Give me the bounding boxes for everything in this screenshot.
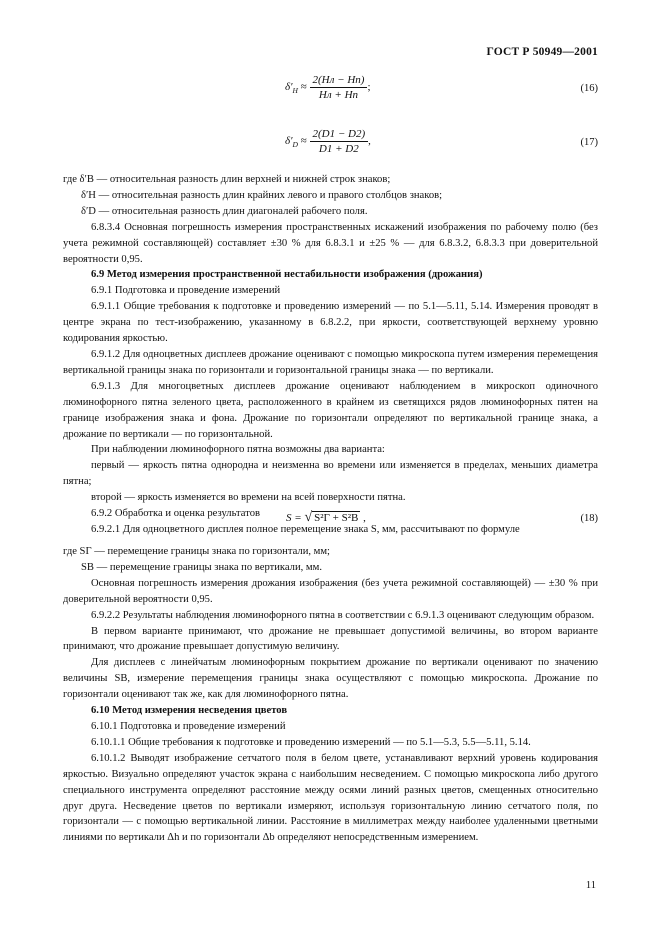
paragraph: 6.9.2.1 Для одноцветного дисплея полное перемещение знака S, мм, рассчитывают по формуле bbox=[91, 523, 520, 535]
formula-18: S = √ S²Г + S²В , bbox=[286, 510, 366, 525]
paragraph: SВ — перемещение границы знака по вертикали, мм. bbox=[81, 561, 322, 573]
paragraph: где SГ — перемещение границы знака по горизонтали, мм; bbox=[63, 546, 331, 557]
formula-17-number: (17) bbox=[580, 137, 598, 148]
paragraph: 6.10.1.2 Выводят изображение сетчатого поля в белом цвете, устанавливают верхний уровень кодирования яркостью. Визуально определяют участок экрана с наибольшим несведением. С помощью микроскопа либо другого специального инструмента определяют расстояние между осями линий разных цветов, смещенных относительно друг друга. Несведение цветов по вертикали измеряют, используя горизонтальную линию сетчатого поля, по горизонтали — с помощью вертикальной линии. Расстояние в миллиметрах между наиболее удаленными цветными линиями по вертикали Δh и по горизонтали Δb определяют непосредственным измерением. bbox=[63, 752, 598, 844]
text-block-1 bbox=[63, 172, 598, 538]
paragraph: δ′D — относительная разность длин диагоналей рабочего поля. bbox=[81, 205, 368, 217]
paragraph: 6.10.1.1 Общие требования к подготовке и проведению измерений — по 5.1—5.3, 5.5—5.11, 5.14. bbox=[91, 736, 531, 748]
paragraph: 6.9.1.2 Для одноцветных дисплеев дрожание оценивают с помощью микроскопа путем измерения перемещения вертикальной границы знака по горизонтали и горизонтальной границы знака — по вертикали. bbox=[63, 348, 598, 376]
standard-header: ГОСТ Р 50949—2001 bbox=[486, 46, 598, 58]
paragraph: При наблюдении люминофорного пятна возможны два варианта: bbox=[91, 444, 385, 456]
paragraph: 6.10.1 Подготовка и проведение измерений bbox=[91, 720, 286, 732]
formula-16: $\delta'_H$ ≈ $\frac{2(Hл - Hп)}{Hл + Hп}$ ; bbox=[285, 74, 371, 101]
paragraph: второй — яркость изменяется во времени на всей поверхности пятна. bbox=[91, 492, 406, 504]
paragraph: Основная погрешность измерения дрожания изображения (без учета режимной составляющей) — ±30 % при доверительной вероятности 0,95. bbox=[63, 577, 598, 605]
text-block-2 bbox=[63, 544, 598, 846]
page-number: 11 bbox=[585, 880, 596, 891]
paragraph: Для дисплеев с линейчатым люминофорным покрытием дрожание по вертикали оценивают по значению величины SВ, измерение перемещения границы знака осуществляют с помощью микроскопа. Дрожание по горизонтали оценивают так же, как для люминофорного пятна. bbox=[63, 657, 598, 701]
formula-16-number: (16) bbox=[580, 83, 598, 94]
paragraph: δ′H — относительная разность длин крайних левого и правого столбцов знаков; bbox=[81, 189, 443, 201]
paragraph: 6.9.1.3 Для многоцветных дисплеев дрожание оценивают наблюдением в микроскоп одиночного люминофорного пятна зеленого цвета, расположенного в крайнем из светящихся рядов люминофорных пятен на границе изображения знака и фона. Дрожание по горизонтали определяют по вертикальной границе знака, а дрожание по вертикали — по горизонтальной. bbox=[63, 380, 598, 440]
paragraph: 6.9.2 Обработка и оценка результатов bbox=[91, 508, 260, 520]
formula-17: $\delta'_D$ ≈ $\frac{2(D1 - D2)}{D1 + D2}$ , bbox=[285, 128, 371, 155]
formula-18-number: (18) bbox=[580, 513, 598, 524]
sqrt-symbol: √ bbox=[304, 510, 313, 525]
paragraph: 6.9.1 Подготовка и проведение измерений bbox=[91, 285, 281, 297]
paragraph: 6.9.1.1 Общие требования к подготовке и проведению измерений — по 5.1—5.11, 5.14. Измерения проводят в центре экрана по тест-изображению, указанному в 6.8.2.2, при яркости, соответствующей верхнему уровню кодирования яркостью. bbox=[63, 301, 598, 345]
paragraph: где δ′B — относительная разность длин верхней и нижней строк знаков; bbox=[63, 174, 391, 185]
section-heading: 6.10 Метод измерения несведения цветов bbox=[91, 705, 288, 717]
paragraph: первый — яркость пятна однородна и неизменна во времени или изменяется в пределах, меньших диаметра пятна; bbox=[63, 460, 598, 488]
paragraph: 6.8.3.4 Основная погрешность измерения пространственных искажений изображения по рабочему полю (без учета режимной составляющей) составляет ±30 % для 6.8.3.1 и ±25 % — для 6.8.3.2, 6.8.3.3 при доверительной вероятности 0,95. bbox=[63, 221, 598, 265]
paragraph: В первом варианте принимают, что дрожание не превышает допустимой величины, во втором варианте принимают, что дрожание превышает допустимую величину. bbox=[63, 625, 598, 653]
section-heading: 6.9 Метод измерения пространственной нестабильности изображения (дрожания) bbox=[91, 269, 483, 281]
paragraph: 6.9.2.2 Результаты наблюдения люминофорного пятна в соответствии с 6.9.1.3 оценивают следующим образом. bbox=[91, 609, 595, 621]
